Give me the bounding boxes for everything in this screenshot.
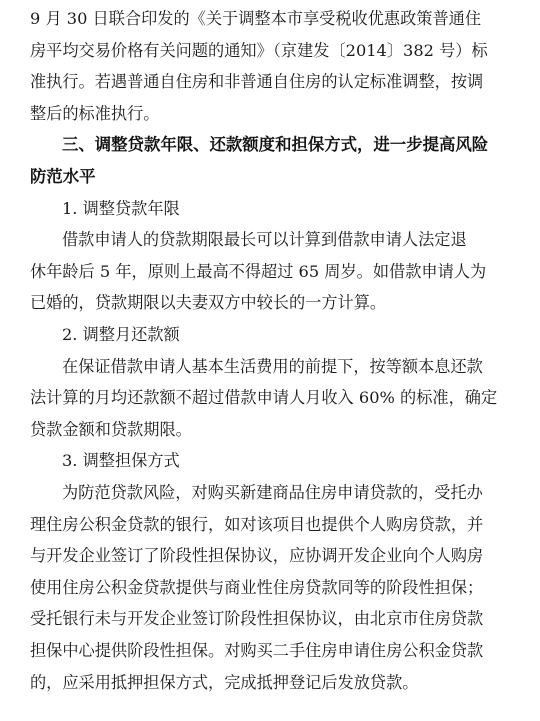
paragraph-line: 9 月 30 日联合印发的《关于调整本市享受税收优惠政策普通住 bbox=[30, 9, 482, 28]
section-heading: 三、调整贷款年限、还款额度和担保方式，进一步提高风险 bbox=[62, 135, 489, 155]
subsection-title: 1. 调整贷款年限 bbox=[62, 198, 180, 218]
paragraph-line: 的，应采用抵押担保方式，完成抵押登记后发放贷款。 bbox=[30, 672, 419, 692]
paragraph-line: 整后的标准执行。 bbox=[30, 103, 160, 123]
paragraph-line: 房平均交易价格有关问题的通知》（京建发〔2014〕382 号）标 bbox=[30, 40, 488, 60]
paragraph-line: 贷款金额和贷款期限。 bbox=[30, 419, 192, 439]
subsection-title: 2. 调整月还款额 bbox=[62, 325, 180, 344]
paragraph-line: 休年龄后 5 年，原则上最高不得超过 65 周岁。如借款申请人为 bbox=[30, 261, 487, 281]
paragraph-line: 受托银行未与开发企业签订阶段性担保协议，由北京市住房贷款 bbox=[30, 609, 484, 629]
paragraph-line: 理住房公积金贷款的银行，如对该项目也提供个人购房贷款，并 bbox=[30, 514, 484, 534]
paragraph-line: 担保中心提供阶段性担保。对购买二手住房申请住房公积金贷款 bbox=[30, 641, 484, 660]
paragraph-line: 准执行。若遇普通自住房和非普通自住房的认定标准调整，按调 bbox=[30, 72, 484, 92]
subsection-title: 3. 调整担保方式 bbox=[62, 451, 180, 471]
paragraph-line: 为防范贷款风险，对购买新建商品住房申请贷款的，受托办 bbox=[62, 483, 483, 502]
paragraph-line: 已婚的，贷款期限以夫妻双方中较长的一方计算。 bbox=[30, 293, 387, 313]
section-heading: 防范水平 bbox=[30, 167, 96, 186]
paragraph-line: 在保证借款申请人基本生活费用的前提下，按等额本息还款 bbox=[62, 356, 483, 376]
paragraph-line: 法计算的月均还款额不超过借款申请人月收入 60% 的标准，确定 bbox=[30, 388, 498, 408]
paragraph-line: 借款申请人的贷款期限最长可以计算到借款申请人法定退 bbox=[62, 230, 467, 250]
paragraph-line: 与开发企业签订了阶段性担保协议，应协调开发企业向个人购房 bbox=[30, 546, 484, 566]
paragraph-line: 使用住房公积金贷款提供与商业性住房贷款同等的阶段性担保； bbox=[30, 577, 484, 597]
